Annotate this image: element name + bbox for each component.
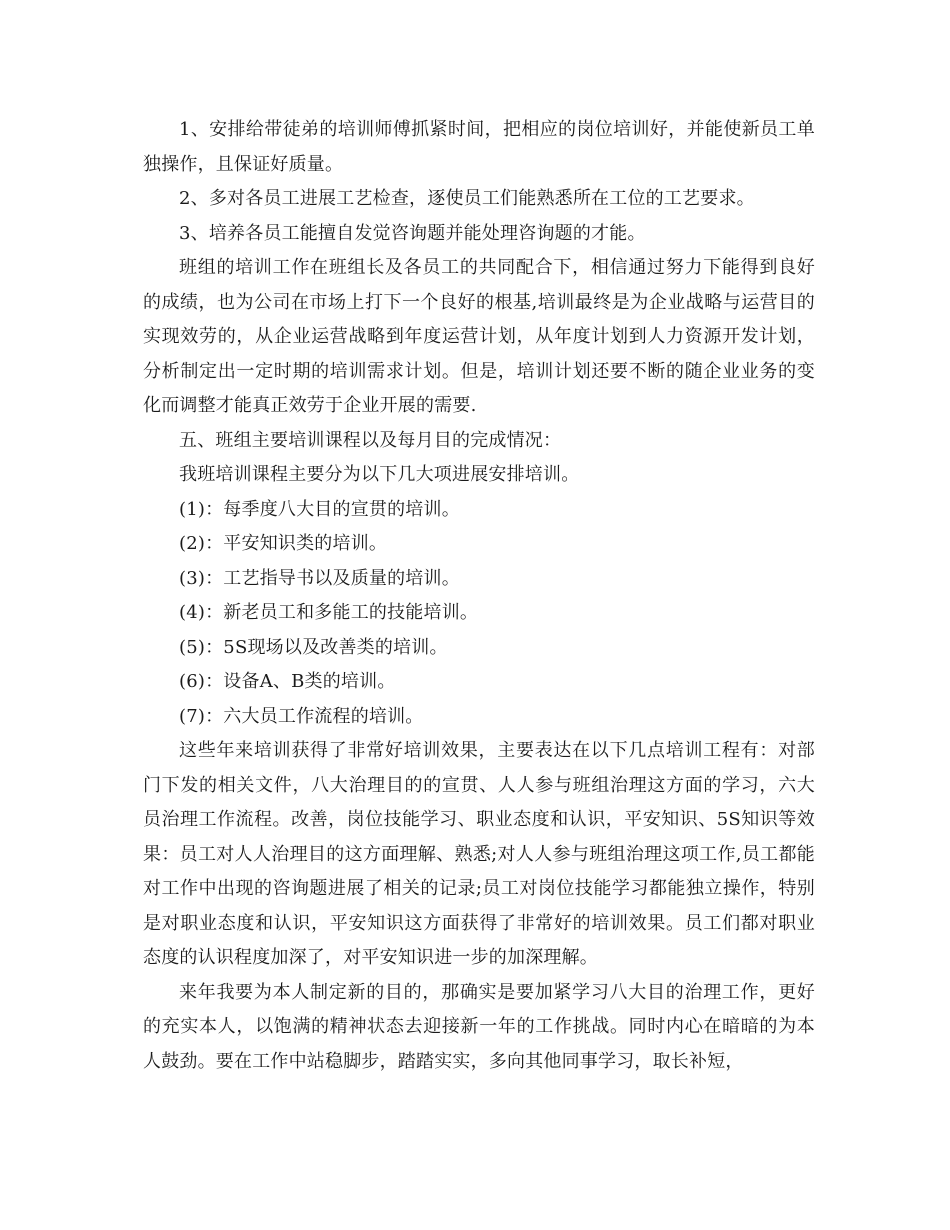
list-item: (3)：工艺指导书以及质量的培训。 <box>179 567 460 589</box>
paragraph-14: 这些年来培训获得了非常好培训效果，主要表达在以下几点培训工程有：对部门下发的相关文件，八大治理目的的宣贯、人人参与班组治理这方面的学习，六大员治理工作流程。改善，岗位技能学习、职业态度和认识，平安知识、5S知识等效果：员工对人人治理目的这方面理解、熟悉;对人人参与班组治理这项工作,员工都能对工作中出现的咨询题进展了相关的记录;员工对岗位技能学习都能独立操作，特别是对职业态度和认识，平安知识这方面获得了非常好的培训效果。员工们都对职业态度的认识程度加深了，对平安知识进一步的加深理解。 <box>143 740 815 968</box>
document-body <box>143 113 815 1079</box>
paragraph-3: 3、培养各员工能擅自发觉咨询题并能处理咨询题的才能。 <box>179 222 646 244</box>
list-item: (2)：平安知识类的培训。 <box>179 533 388 554</box>
list-item: (7)：六大员工作流程的培训。 <box>179 705 424 727</box>
section-heading: 五、班组主要培训课程以及每月目的完成情况： <box>179 429 562 451</box>
list-item: (6)：设备A、B类的培训。 <box>179 671 396 692</box>
paragraph-6: 我班培训课程主要分为以下几大项进展安排培训。 <box>179 464 580 485</box>
paragraph-15: 来年我要为本人制定新的目的，那确实是要加紧学习八大目的治理工作，更好的充实本人，以饱满的精神状态去迎接新一年的工作挑战。同时内心在暗暗的为本人鼓劲。要在工作中站稳脚步，踏踏实实，多向其他同事学习，取长补短， <box>143 981 815 1072</box>
list-item: (1)：每季度八大目的宣贯的培训。 <box>179 498 460 520</box>
paragraph-1: 1、安排给带徒弟的培训师傅抓紧时间，把相应的岗位培训好，并能使新员工单独操作，且保证好质量。 <box>143 119 815 175</box>
paragraph-4: 班组的培训工作在班组长及各员工的共同配合下，相信通过努力下能得到良好的成绩，也为公司在市场上打下一个良好的根基,培训最终是为企业战略与运营目的实现效劳的，从企业运营战略到年度运营计划，从年度计划到人力资源开发计划，分析制定出一定时期的培训需求计划。但是，培训计划还要不断的随企业业务的变化而调整才能真正效劳于企业开展的需要. <box>143 257 815 416</box>
paragraph-2: 2、多对各员工进展工艺检查，逐使员工们能熟悉所在工位的工艺要求。 <box>179 188 755 209</box>
list-item: (4)：新老员工和多能工的技能培训。 <box>179 602 479 623</box>
list-item: (5)：5S现场以及改善类的培训。 <box>179 636 448 658</box>
